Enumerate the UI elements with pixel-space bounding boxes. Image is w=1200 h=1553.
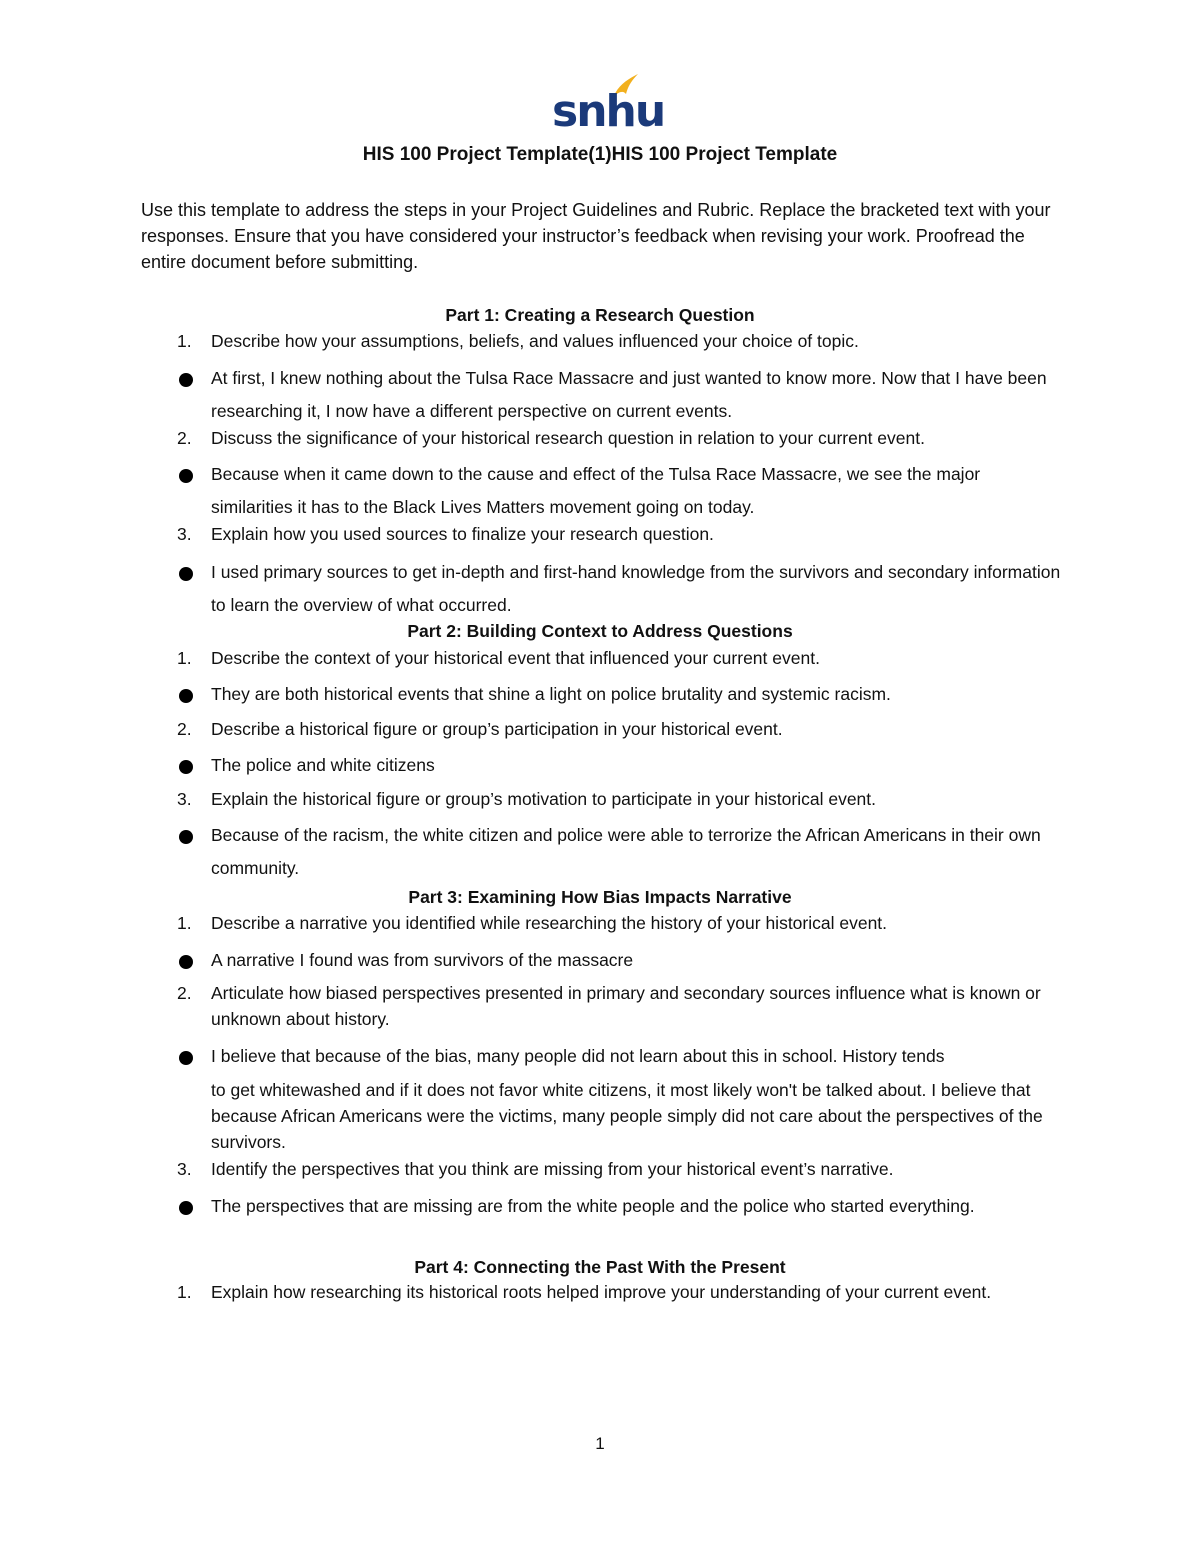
question-number: 2. (177, 428, 192, 448)
part1-heading: Part 1: Creating a Research Question (445, 305, 755, 325)
answer-text: Because when it came down to the cause and effect of the Tulsa Race Massacre, we see the major similarities it has to the Black Lives Matters movement going on today. (211, 464, 981, 517)
question-number: 3. (177, 1159, 192, 1179)
bullet-icon (179, 469, 193, 483)
answer-text: At first, I knew nothing about the Tulsa Race Massacre and just wanted to know more. Now that I have been researching it, I now have a different perspective on current events. (211, 368, 1047, 421)
question-number: 1. (177, 1282, 192, 1302)
logo-text: snhu (552, 86, 665, 137)
question-number: 1. (177, 331, 192, 351)
question-text: Identify the perspectives that you think are missing from your historical event’s narrative. (211, 1159, 894, 1179)
document-title: HIS 100 Project Template(1)HIS 100 Project Template (362, 144, 838, 165)
question-text: Explain how you used sources to finalize your research question. (211, 524, 714, 544)
answer-text: A narrative I found was from survivors of the massacre (211, 950, 634, 970)
bullet-icon (179, 1051, 193, 1065)
question-text: Describe how your assumptions, beliefs, and values influenced your choice of topic. (211, 331, 859, 351)
bullet-icon (179, 373, 193, 387)
answer-text: The perspectives that are missing are from the white people and the police who started everything. (211, 1196, 975, 1216)
question-text: Describe a historical figure or group’s participation in your historical event. (211, 719, 783, 739)
bullet-icon (179, 830, 193, 844)
question-number: 2. (177, 983, 192, 1003)
answer-text-rest: to get whitewashed and if it does not favor white citizens, it most likely won't be talked about. I believe that because African Americans were the victims, many people simply did not care about the perspectives of the survivors. (211, 1080, 1043, 1152)
question-text: Describe a narrative you identified while researching the history of your historical event. (211, 913, 888, 933)
part4-heading: Part 4: Connecting the Past With the Present (414, 1257, 786, 1277)
bullet-icon (179, 1201, 193, 1215)
bullet-icon (179, 689, 193, 703)
answer-text: They are both historical events that shine a light on police brutality and systemic racism. (211, 684, 891, 704)
answer-text: I used primary sources to get in-depth and first-hand knowledge from the survivors and secondary information to learn the overview of what occurred. (211, 562, 1061, 615)
question-number: 3. (177, 524, 192, 544)
question-number: 1. (177, 648, 192, 668)
part3-heading: Part 3: Examining How Bias Impacts Narrative (408, 887, 792, 907)
question-text: Explain how researching its historical roots helped improve your understanding of your current event. (211, 1282, 992, 1302)
question-text: Describe the context of your historical event that influenced your current event. (211, 648, 820, 668)
bullet-icon (179, 955, 193, 969)
question-number: 1. (177, 913, 192, 933)
question-number: 3. (177, 789, 192, 809)
intro-paragraph: Use this template to address the steps in your Project Guidelines and Rubric. Replace the bracketed text with your responses. Ensure that you have considered your instructor’s feedback when revising your work. Proofread the entire document before submitting. (141, 200, 1051, 272)
answer-text: Because of the racism, the white citizen and police were able to terrorize the African Americans in their own community. (211, 825, 1041, 878)
answer-text: The police and white citizens (211, 755, 435, 775)
question-text: Articulate how biased perspectives presented in primary and secondary sources influence what is known or unknown about history. (211, 983, 1041, 1029)
snhu-logo (552, 70, 665, 138)
bullet-icon (179, 760, 193, 774)
page-number: 1 (595, 1434, 605, 1453)
bullet-icon (179, 567, 193, 581)
answer-text-line-1: I believe that because of the bias, many people did not learn about this in school. History tends (211, 1046, 945, 1066)
question-number: 2. (177, 719, 192, 739)
part2-heading: Part 2: Building Context to Address Questions (407, 621, 793, 641)
question-text: Explain the historical figure or group’s motivation to participate in your historical event. (211, 789, 877, 809)
question-text: Discuss the significance of your historical research question in relation to your current event. (211, 428, 925, 448)
